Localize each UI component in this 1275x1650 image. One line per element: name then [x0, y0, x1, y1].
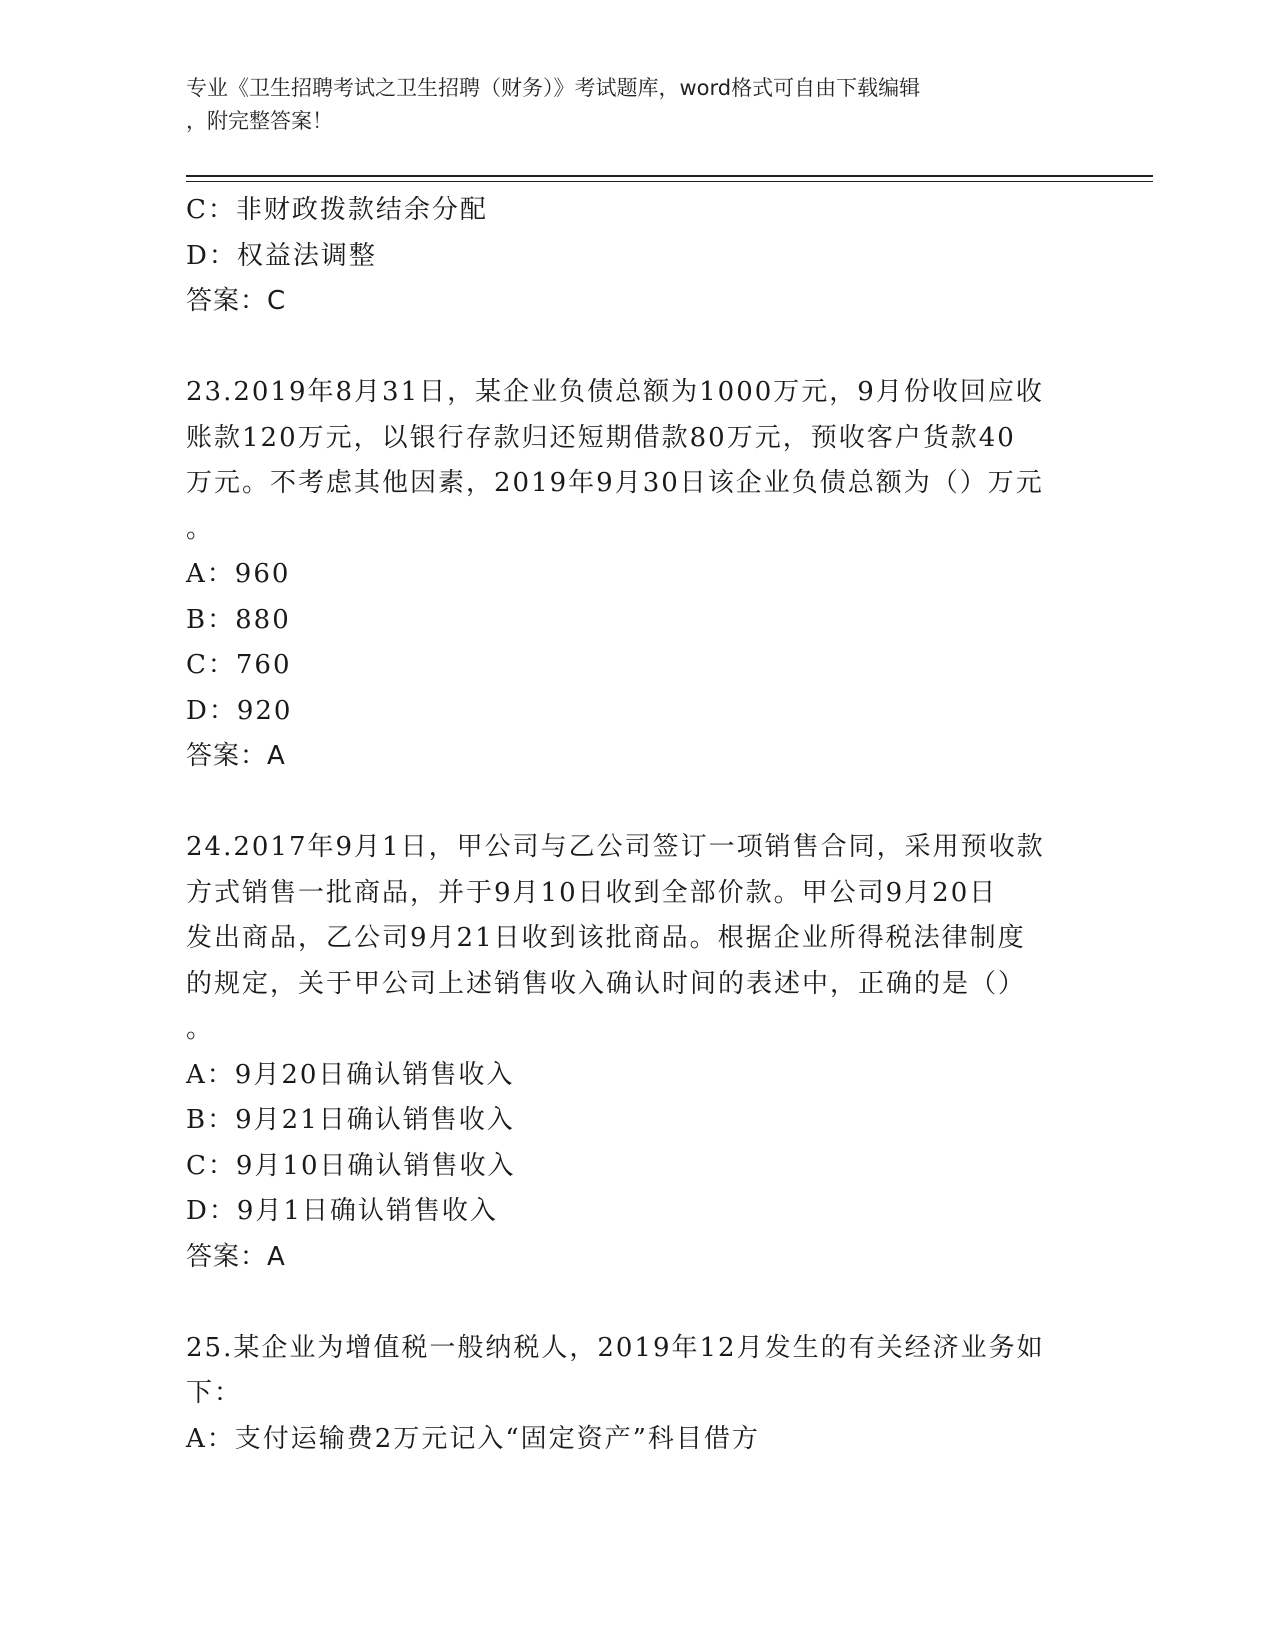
question-24 [186, 825, 1086, 1280]
answer: 答案：A [186, 741, 286, 771]
question-stem-line: 。 [186, 513, 215, 544]
header-line-1: 专业《卫生招聘考试之卫生招聘（财务）》考试题库，word格式可自由下载编辑 [186, 76, 921, 100]
option-a: A：9月20日确认销售收入 [186, 1059, 515, 1090]
option-c: C：9月10日确认销售收入 [186, 1150, 516, 1181]
question-stem-line: 方式销售一批商品，并于9月10日收到全部价款。甲公司9月20日 [186, 877, 998, 908]
header-rule-thick [186, 175, 1153, 177]
option-a: A：960 [186, 559, 291, 589]
question-stem-line: 24.2017年9月1日，甲公司与乙公司签订一项销售合同，采用预收款 [186, 832, 1045, 862]
question-stem-line: 账款120万元，以银行存款归还短期借款80万元，预收客户货款40 [186, 422, 1016, 453]
document-header [186, 72, 1066, 138]
option-b: B：880 [186, 604, 291, 635]
question-stem-line: 的规定，关于甲公司上述销售收入确认时间的表述中，正确的是（） [186, 968, 1027, 999]
question-stem-line: 23.2019年8月31日，某企业负债总额为1000万元，9月份收回应收 [186, 377, 1044, 407]
answer: 答案：A [186, 1241, 286, 1272]
option-d: D：权益法调整 [186, 240, 377, 271]
option-a: A：支付运输费2万元记入“固定资产”科目借方 [186, 1423, 760, 1454]
option-c: C：760 [186, 650, 292, 680]
question-23 [186, 370, 1086, 780]
question-stem-line: 下： [186, 1378, 243, 1408]
spacer [186, 325, 1086, 371]
question-stem-line: 万元。不考虑其他因素，2019年9月30日该企业负债总额为（）万元 [186, 468, 1044, 498]
option-d: D：9月1日确认销售收入 [186, 1196, 498, 1226]
answer: 答案：C [186, 286, 287, 316]
question-stem-line: 发出商品，乙公司9月21日收到该批商品。根据企业所得税法律制度 [186, 923, 1026, 953]
header-line-2: ，附完整答案！ [186, 109, 333, 133]
spacer [186, 780, 1086, 826]
question-25 [186, 1326, 1086, 1463]
header-rule-thin [186, 181, 1153, 182]
spacer [186, 1280, 1086, 1326]
question-stem-line: 25.某企业为增值税一般纳税人，2019年12月发生的有关经济业务如 [186, 1332, 1045, 1363]
question-stem-line: 。 [186, 1014, 215, 1044]
option-b: B：9月21日确认销售收入 [186, 1105, 515, 1135]
option-c: C：非财政拨款结余分配 [186, 195, 488, 225]
option-d: D：920 [186, 695, 293, 726]
question-list [186, 188, 1086, 1462]
